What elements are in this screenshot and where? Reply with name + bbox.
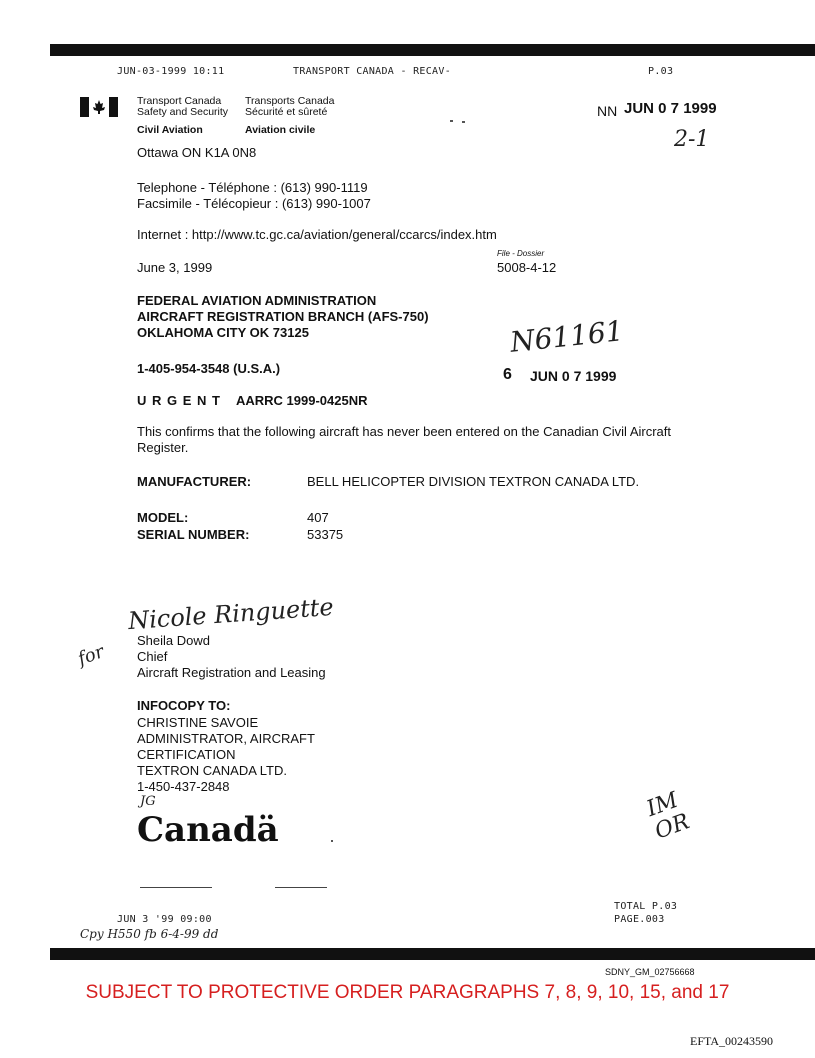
scan-speck <box>462 121 465 123</box>
fax-total: TOTAL P.03 <box>614 901 678 912</box>
signature: Nicole Ringuette <box>127 592 335 636</box>
telephone: Telephone - Téléphone : (613) 990-1119 <box>137 180 368 195</box>
recipient-line2: AIRCRAFT REGISTRATION BRANCH (AFS-750) <box>137 309 429 324</box>
infocopy-heading: INFOCOPY TO: <box>137 698 231 713</box>
detail-label: MODEL: <box>137 510 189 525</box>
handwritten-corner: 2-1 <box>674 127 710 152</box>
fax-datetime: JUN-03-1999 10:11 <box>117 66 225 77</box>
second-stamp-number: 6 <box>503 366 512 383</box>
infocopy-line: CHRISTINE SAVOIE <box>137 715 259 730</box>
scan-rule <box>275 887 327 888</box>
handwritten-tail-number: N61161 <box>508 314 625 359</box>
aviation-fr: Aviation civile <box>245 124 316 136</box>
facsimile: Facsimile - Télécopieur : (613) 990-1007 <box>137 196 371 211</box>
received-stamp: JUN 0 7 1999 <box>624 100 717 117</box>
aviation-en: Civil Aviation <box>137 124 203 136</box>
signatory-name: Sheila Dowd <box>137 633 210 648</box>
internet-url: Internet : http://www.tc.gc.ca/aviation/general/ccarcs/index.htm <box>137 227 497 242</box>
initials-small: JG <box>140 794 156 809</box>
protective-order-notice: SUBJECT TO PROTECTIVE ORDER PARAGRAPHS 7, 8, 9, 10, 15, and 17 <box>85 982 730 1003</box>
letterhead-address: Ottawa ON K1A 0N8 <box>137 145 257 160</box>
efta-number: EFTA_00243590 <box>690 1034 774 1048</box>
dept-en: Transport Canada <box>137 95 222 107</box>
letter-date: June 3, 1999 <box>137 260 213 275</box>
detail-label: SERIAL NUMBER: <box>137 527 250 542</box>
fax-top-border <box>50 44 815 56</box>
detail-value: 407 <box>307 510 329 525</box>
fax-bottom-border <box>50 948 815 960</box>
recipient-line3: OKLAHOMA CITY OK 73125 <box>137 325 309 340</box>
detail-value: 53375 <box>307 527 344 542</box>
bates-number: SDNY_GM_02756668 <box>605 967 695 977</box>
recipient-phone: 1-405-954-3548 (U.S.A.) <box>137 361 281 376</box>
signatory-title: Chief <box>137 649 168 664</box>
file-number: 5008-4-12 <box>497 260 557 275</box>
fax-page-footer: PAGE.003 <box>614 914 665 925</box>
scan-rule <box>140 887 212 888</box>
detail-value: BELL HELICOPTER DIVISION TEXTRON CANADA LTD. <box>307 474 640 489</box>
recipient-line1: FEDERAL AVIATION ADMINISTRATION <box>137 293 377 308</box>
infocopy-line: 1-450-437-2848 <box>137 779 230 794</box>
infocopy-line: TEXTRON CANADA LTD. <box>137 763 288 778</box>
urgent-reference: AARRC 1999-0425NR <box>236 393 368 408</box>
for-note: for <box>75 641 107 670</box>
infocopy-line: CERTIFICATION <box>137 747 236 762</box>
file-label: File - Dossier <box>497 249 545 258</box>
handwritten-initials-right: IM OR <box>643 787 693 845</box>
fax-page: P.03 <box>648 66 674 77</box>
second-stamp-date: JUN 0 7 1999 <box>530 368 617 384</box>
fax-footer-datetime: JUN 3 '99 09:00 <box>117 914 212 925</box>
fax-sender: TRANSPORT CANADA - RECAV- <box>293 66 452 77</box>
security-en: Safety and Security <box>137 106 229 118</box>
body-text: This confirms that the following aircraft has never been entered on the Canadian Civil Aircraft Register. <box>137 424 671 455</box>
security-fr: Sécurité et sûreté <box>245 106 328 118</box>
urgent-label: U R G E N T <box>137 393 221 408</box>
handwritten-bottom-note: Cpy H550 fb 6-4-99 dd <box>80 927 219 941</box>
detail-label: MANUFACTURER: <box>137 474 252 489</box>
scan-speck <box>450 120 453 122</box>
canada-wordmark: Canadä <box>137 810 279 850</box>
signatory-unit: Aircraft Registration and Leasing <box>137 665 326 680</box>
dept-fr: Transports Canada <box>245 95 335 107</box>
infocopy-line: ADMINISTRATOR, AIRCRAFT <box>137 731 315 746</box>
canada-flag-icon <box>80 97 118 117</box>
stamp-prefix: NN <box>597 103 618 119</box>
scan-speck <box>331 840 333 842</box>
